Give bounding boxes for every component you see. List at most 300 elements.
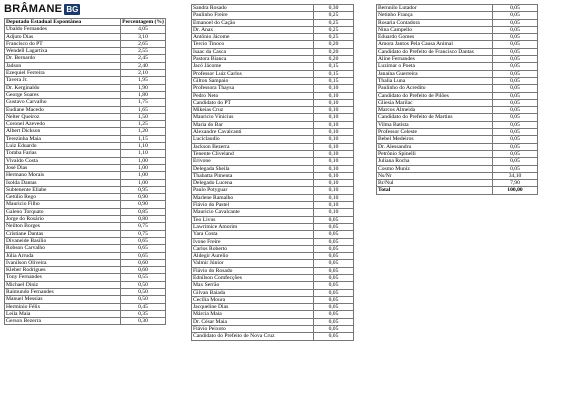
candidate-percentage: 0,65 <box>121 252 166 259</box>
candidate-name: Luzimar o Poeta <box>377 63 493 70</box>
candidate-name: Candidato do Prefeito de Nova Cruz <box>192 333 314 340</box>
candidate-name: Jacqueline Dias <box>192 304 314 311</box>
table-row <box>377 48 538 55</box>
candidate-percentage: 0,05 <box>493 48 538 55</box>
candidate-percentage: 0,05 <box>493 26 538 33</box>
candidate-name: Nelter Queiroz <box>5 113 121 120</box>
table-row <box>5 208 166 215</box>
results-table-column-3 <box>376 4 538 195</box>
candidate-name: Tony Fernandes <box>5 274 121 281</box>
candidate-percentage: 0,05 <box>314 231 354 238</box>
candidate-name: Amora Jantos Pela Causa Animal <box>377 41 493 48</box>
candidate-name: Terezinha Maia <box>5 135 121 142</box>
table-row <box>192 150 354 157</box>
candidate-percentage: 0,05 <box>314 304 354 311</box>
table-row <box>192 107 354 114</box>
candidate-name: Paulinho Freire <box>192 12 314 19</box>
candidate-name: Michael Diniz <box>5 281 121 288</box>
candidate-percentage: 0,05 <box>314 253 354 260</box>
table-row <box>192 209 354 216</box>
table-row <box>5 179 166 186</box>
table-row <box>192 165 354 172</box>
candidate-name: Ednilson Comfecções <box>192 274 314 281</box>
candidate-name: Francisco do PT <box>5 40 121 47</box>
candidate-name: Albert Dickson <box>5 128 121 135</box>
candidate-name: Maria do Bar <box>192 121 314 128</box>
candidate-percentage: 0,05 <box>493 70 538 77</box>
candidate-percentage: 0,05 <box>314 274 354 281</box>
table-row <box>192 136 354 143</box>
table-row <box>5 77 166 84</box>
table-row <box>5 33 166 40</box>
table-row <box>192 202 354 209</box>
candidate-percentage: 0,75 <box>121 230 166 237</box>
total-label: Total <box>377 187 493 194</box>
candidate-name: Teo Livus <box>192 216 314 223</box>
table-row <box>192 56 354 63</box>
table-row <box>377 77 538 84</box>
candidate-percentage: 0,60 <box>121 259 166 266</box>
candidate-percentage: 0,05 <box>493 107 538 114</box>
candidate-name: Gilvan Baiada <box>192 289 314 296</box>
candidate-percentage: 0,90 <box>121 201 166 208</box>
table-row <box>192 260 354 267</box>
candidate-percentage: 1,00 <box>121 172 166 179</box>
results-table-column-2 <box>191 4 354 341</box>
candidate-name: Luiz Eduardo <box>5 143 121 150</box>
table-row <box>5 172 166 179</box>
table-row <box>377 19 538 26</box>
table-row <box>5 252 166 259</box>
candidate-name: Candidato do Prefeito de Francisco Dantas <box>377 48 493 55</box>
candidate-name: Jackson Bezerra <box>192 143 314 150</box>
candidate-name: Delegado Lucena <box>192 180 314 187</box>
table-row <box>5 237 166 244</box>
table-row <box>192 187 354 194</box>
candidate-percentage: 0,05 <box>493 12 538 19</box>
table-row <box>5 288 166 295</box>
candidate-name: Marlene Ramalho <box>192 194 314 201</box>
table-row <box>5 310 166 317</box>
candidate-name: Tavera Jr. <box>5 77 121 84</box>
candidate-percentage: 1,20 <box>121 128 166 135</box>
candidate-percentage: 0,10 <box>314 107 354 114</box>
header-percentage: Percentagem (%) <box>122 19 164 25</box>
table-row <box>5 135 166 142</box>
table-row <box>192 34 354 41</box>
candidate-percentage: 0,05 <box>493 136 538 143</box>
table-row <box>377 5 538 12</box>
table-row <box>192 304 354 311</box>
table-row <box>5 318 166 325</box>
table-row <box>192 129 354 136</box>
candidate-percentage: 0,05 <box>493 165 538 172</box>
table-row <box>192 333 354 340</box>
table-row <box>192 26 354 33</box>
candidate-name: Aline Fernandes <box>377 56 493 63</box>
candidate-name: Max Serrão <box>192 282 314 289</box>
candidate-percentage: 2,40 <box>121 62 166 69</box>
candidate-percentage: 0,20 <box>314 56 354 63</box>
candidate-percentage: 0,05 <box>314 267 354 274</box>
table-row <box>192 194 354 201</box>
table-row <box>377 150 538 157</box>
table-row <box>5 91 166 98</box>
table-row <box>5 99 166 106</box>
candidate-percentage: 0,20 <box>314 41 354 48</box>
candidate-name: Eudiane Macedo <box>5 106 121 113</box>
candidate-percentage: 0,65 <box>121 237 166 244</box>
table-row <box>377 34 538 41</box>
candidate-name: Aldegir Aurelio <box>192 253 314 260</box>
candidate-percentage: 0,50 <box>121 296 166 303</box>
candidate-name: Jacó Jácome <box>192 63 314 70</box>
site-logo <box>4 3 80 15</box>
candidate-percentage: 0,05 <box>493 34 538 41</box>
candidate-percentage: 2,45 <box>121 55 166 62</box>
candidate-name: Hermano Morais <box>5 172 121 179</box>
table-row <box>192 12 354 19</box>
candidate-percentage: 1,75 <box>121 99 166 106</box>
table-row <box>377 129 538 136</box>
table-row <box>377 26 538 33</box>
table-row <box>192 77 354 84</box>
candidate-name: Júlia Arruda <box>5 252 121 259</box>
table-row <box>5 113 166 120</box>
candidate-percentage: 0,50 <box>121 288 166 295</box>
table-row <box>192 19 354 26</box>
candidate-percentage: 0,05 <box>493 129 538 136</box>
candidate-percentage: 1,00 <box>121 179 166 186</box>
table-row <box>377 121 538 128</box>
table-row <box>377 99 538 106</box>
candidate-name: Tomba Farias <box>5 150 121 157</box>
table-row <box>192 289 354 296</box>
table-row <box>5 303 166 310</box>
table-row <box>377 158 538 165</box>
candidate-name: Juliana Rocha <box>377 158 493 165</box>
candidate-percentage: 0,10 <box>314 143 354 150</box>
candidate-percentage: 0,65 <box>121 245 166 252</box>
candidate-percentage: 0,05 <box>493 41 538 48</box>
candidate-name: Rosaria Contadora <box>377 19 493 26</box>
candidate-name: Divaneide Basílio <box>5 237 121 244</box>
table-row <box>5 186 166 193</box>
candidate-name: Delegada Sheila <box>192 165 314 172</box>
results-table-column-1 <box>4 18 166 325</box>
table-row <box>192 223 354 230</box>
candidate-percentage: 0,05 <box>493 63 538 70</box>
candidate-percentage: 0,45 <box>121 303 166 310</box>
candidate-percentage: 0,05 <box>314 296 354 303</box>
table-row <box>192 296 354 303</box>
candidate-percentage: 0,05 <box>493 5 538 12</box>
candidate-percentage: 0,10 <box>314 114 354 121</box>
logo-badge: BG <box>66 4 79 14</box>
candidate-percentage: 3,10 <box>121 33 166 40</box>
candidate-name: Manuel Messias <box>5 296 121 303</box>
candidate-percentage: 0,05 <box>314 238 354 245</box>
table-row <box>377 136 538 143</box>
candidate-name: Valmir Júnior <box>192 260 314 267</box>
table-row <box>5 106 166 113</box>
candidate-percentage: 2,55 <box>121 48 166 55</box>
table-row <box>192 63 354 70</box>
candidate-name: Jadson <box>5 62 121 69</box>
table-row <box>5 157 166 164</box>
candidate-name: Vivaldo Costa <box>5 157 121 164</box>
candidate-percentage: 1,80 <box>121 91 166 98</box>
table-row <box>377 63 538 70</box>
candidate-name: Professor Celeste <box>377 129 493 136</box>
candidate-name: Leila Maia <box>5 310 121 317</box>
candidate-name: Flávio do Rosado <box>192 267 314 274</box>
candidate-percentage: 0,05 <box>314 333 354 340</box>
table-row <box>5 230 166 237</box>
candidate-percentage: 0,05 <box>493 85 538 92</box>
table-row <box>192 311 354 318</box>
table-row <box>5 245 166 252</box>
table-row <box>377 107 538 114</box>
candidate-name: Dr. Alessandru <box>377 143 493 150</box>
table-row <box>192 85 354 92</box>
candidate-name: Candidato do Prefeito de Pilões <box>377 92 493 99</box>
candidate-name: Cristiane Dantas <box>5 230 121 237</box>
candidate-percentage: 0,05 <box>493 158 538 165</box>
candidate-percentage: 1,25 <box>121 121 166 128</box>
candidate-name: Tenente Cliveland <box>192 150 314 157</box>
table-row <box>192 274 354 281</box>
table-row <box>5 62 166 69</box>
table-row <box>192 99 354 106</box>
table-row <box>192 267 354 274</box>
candidate-percentage: 0,05 <box>314 326 354 333</box>
table-row <box>5 281 166 288</box>
table-row <box>192 245 354 252</box>
candidate-name: Eduardo Gomes <box>377 34 493 41</box>
candidate-name: Dr. César Maia <box>192 318 314 325</box>
candidate-name: Cosmo Muniz <box>377 165 493 172</box>
candidate-percentage: 0,10 <box>314 209 354 216</box>
table-row <box>5 128 166 135</box>
candidate-percentage: 0,30 <box>314 5 354 12</box>
candidate-name: Adjuto Dias <box>5 33 121 40</box>
candidate-name: Lawrimice Amorim <box>192 223 314 230</box>
candidate-percentage: 1,65 <box>121 106 166 113</box>
table-row <box>5 26 166 33</box>
candidate-percentage: 0,10 <box>314 85 354 92</box>
candidate-percentage: 1,10 <box>121 143 166 150</box>
candidate-percentage: 0,25 <box>314 12 354 19</box>
candidate-name: Flávio Peixoto <box>192 326 314 333</box>
candidate-name: Márcia Maia <box>192 311 314 318</box>
candidate-percentage: 0,15 <box>314 63 354 70</box>
candidate-percentage: 0,25 <box>314 19 354 26</box>
candidate-percentage: 4,05 <box>121 26 166 33</box>
candidate-name: Robson Carvalho <box>5 245 121 252</box>
table-row <box>5 267 166 274</box>
candidate-percentage: 0,10 <box>314 187 354 194</box>
candidate-name: Gustavo Carvalho <box>5 99 121 106</box>
table-row <box>192 70 354 77</box>
candidate-percentage: 0,10 <box>314 202 354 209</box>
table-row <box>5 223 166 230</box>
candidate-name: Marcos Almeida <box>377 107 493 114</box>
candidate-percentage: 0,75 <box>121 223 166 230</box>
candidate-name: Antônio Jácome <box>192 34 314 41</box>
table-row <box>377 172 538 179</box>
candidate-name: Tercio Tinoco <box>192 41 314 48</box>
table-row <box>192 5 354 12</box>
candidate-percentage: 0,80 <box>121 216 166 223</box>
candidate-name: Bebel Medeiros <box>377 136 493 143</box>
candidate-percentage: 0,10 <box>314 129 354 136</box>
candidate-name: Hermínio Félix <box>5 303 121 310</box>
candidate-name: Netinho França <box>377 12 493 19</box>
candidate-name: Carlos Roberto <box>192 245 314 252</box>
candidate-name: Ezequiel Ferreira <box>5 70 121 77</box>
candidate-percentage: 0,05 <box>493 150 538 157</box>
candidate-name: Emanoel do Cação <box>192 19 314 26</box>
candidate-name: Paulo Potyguar <box>192 187 314 194</box>
candidate-name: Sandra Rosado <box>192 5 314 12</box>
candidate-percentage: 0,10 <box>314 136 354 143</box>
candidate-percentage: 0,05 <box>314 311 354 318</box>
candidate-name: Mikeias Cruz <box>192 107 314 114</box>
candidate-name: Erivone <box>192 158 314 165</box>
table-row <box>5 194 166 201</box>
candidate-percentage: 0,05 <box>493 77 538 84</box>
candidate-percentage: 1,90 <box>121 84 166 91</box>
candidate-percentage: 0,05 <box>314 223 354 230</box>
candidate-percentage: 0,55 <box>121 274 166 281</box>
table-row <box>5 121 166 128</box>
candidate-percentage: 1,95 <box>121 77 166 84</box>
candidate-name: Gliesia Marilac <box>377 99 493 106</box>
candidate-percentage: 0,10 <box>314 180 354 187</box>
table-row <box>192 48 354 55</box>
candidate-percentage: 0,10 <box>314 158 354 165</box>
candidate-percentage: 0,95 <box>121 186 166 193</box>
table-row <box>377 92 538 99</box>
header-candidate: Deputado Estadual Espontânea <box>5 19 121 26</box>
candidate-name: George Soares <box>5 91 121 98</box>
table-row <box>377 41 538 48</box>
candidate-name: Petrônio Spinelli <box>377 150 493 157</box>
candidate-name: Professor Luiz Carlos <box>192 70 314 77</box>
table-row <box>5 164 166 171</box>
candidate-name: Mauricio Cavalcante <box>192 209 314 216</box>
candidate-name: Pastora Bianca <box>192 56 314 63</box>
candidate-percentage: 0,05 <box>314 289 354 296</box>
candidate-name: Janaína Guerreira <box>377 70 493 77</box>
total-row <box>377 187 538 194</box>
table-row <box>192 282 354 289</box>
table-row <box>192 318 354 325</box>
table-row <box>192 143 354 150</box>
table-row <box>192 172 354 179</box>
candidate-percentage: 0,05 <box>493 99 538 106</box>
table-row <box>5 70 166 77</box>
candidate-percentage: 0,15 <box>314 77 354 84</box>
table-row <box>192 180 354 187</box>
candidate-percentage: 0,05 <box>493 19 538 26</box>
candidate-name: Ivanilson Oliveira <box>5 259 121 266</box>
candidate-percentage: 0,10 <box>314 121 354 128</box>
candidate-name: Dr. Anax <box>192 26 314 33</box>
candidate-name: Raimundo Fernandes <box>5 288 121 295</box>
table-row <box>192 158 354 165</box>
candidate-name: Jorge do Rosário <box>5 216 121 223</box>
candidate-name: Candidato do PT <box>192 99 314 106</box>
table-row <box>377 143 538 150</box>
candidate-name: Vilma Batista <box>377 121 493 128</box>
candidate-percentage: 0,25 <box>314 34 354 41</box>
table-row <box>377 114 538 121</box>
table-row <box>377 12 538 19</box>
table-row <box>5 48 166 55</box>
candidate-name: Subtenente Eliabe <box>5 186 121 193</box>
table-row <box>5 150 166 157</box>
candidate-name: Flávio do Pastel <box>192 202 314 209</box>
candidate-percentage: 1,15 <box>121 135 166 142</box>
candidate-name: Neilton Borges <box>5 223 121 230</box>
table-row <box>5 40 166 47</box>
candidate-name: Paulinho do Acredito <box>377 85 493 92</box>
candidate-name: Thalia Luna <box>377 77 493 84</box>
candidate-name: Isaac da Casca <box>192 48 314 55</box>
table-row <box>192 231 354 238</box>
table-row <box>192 121 354 128</box>
candidate-percentage: 0,05 <box>314 282 354 289</box>
candidate-percentage: 0,05 <box>493 56 538 63</box>
table-row <box>377 165 538 172</box>
candidate-percentage: 1,00 <box>121 157 166 164</box>
candidate-percentage: 0,35 <box>121 310 166 317</box>
table-row <box>192 216 354 223</box>
candidate-percentage: 0,10 <box>314 194 354 201</box>
table-row <box>192 326 354 333</box>
table-row <box>192 238 354 245</box>
candidate-name: Isolda Dantas <box>5 179 121 186</box>
candidate-percentage: 0,85 <box>121 208 166 215</box>
candidate-name: Bernnilo Lutador <box>377 5 493 12</box>
logo-wordmark: BRÂMANE <box>4 3 63 15</box>
table-row <box>5 274 166 281</box>
candidate-name: Gerson Bezerra <box>5 318 121 325</box>
candidate-percentage: 0,10 <box>314 172 354 179</box>
candidate-percentage: 0,05 <box>314 260 354 267</box>
candidate-name: Thabatta Pimenta <box>192 172 314 179</box>
candidate-name: Br/Nul <box>377 180 493 187</box>
candidate-percentage: 0,05 <box>493 114 538 121</box>
table-row <box>5 143 166 150</box>
candidate-percentage: 0,05 <box>314 216 354 223</box>
table-row <box>192 41 354 48</box>
candidate-name: Wendell Lagartixa <box>5 48 121 55</box>
candidate-percentage: 0,25 <box>314 26 354 33</box>
candidate-name: Ivone Freire <box>192 238 314 245</box>
candidate-percentage: 1,00 <box>121 164 166 171</box>
candidate-name: Dr. Bernardo <box>5 55 121 62</box>
candidate-percentage: 0,10 <box>314 150 354 157</box>
candidate-percentage: 7,90 <box>493 180 538 187</box>
table-row <box>5 259 166 266</box>
candidate-name: Mauricio Filho <box>5 201 121 208</box>
candidate-name: Yara Costa <box>192 231 314 238</box>
table-row <box>5 296 166 303</box>
candidate-percentage: 2,10 <box>121 70 166 77</box>
